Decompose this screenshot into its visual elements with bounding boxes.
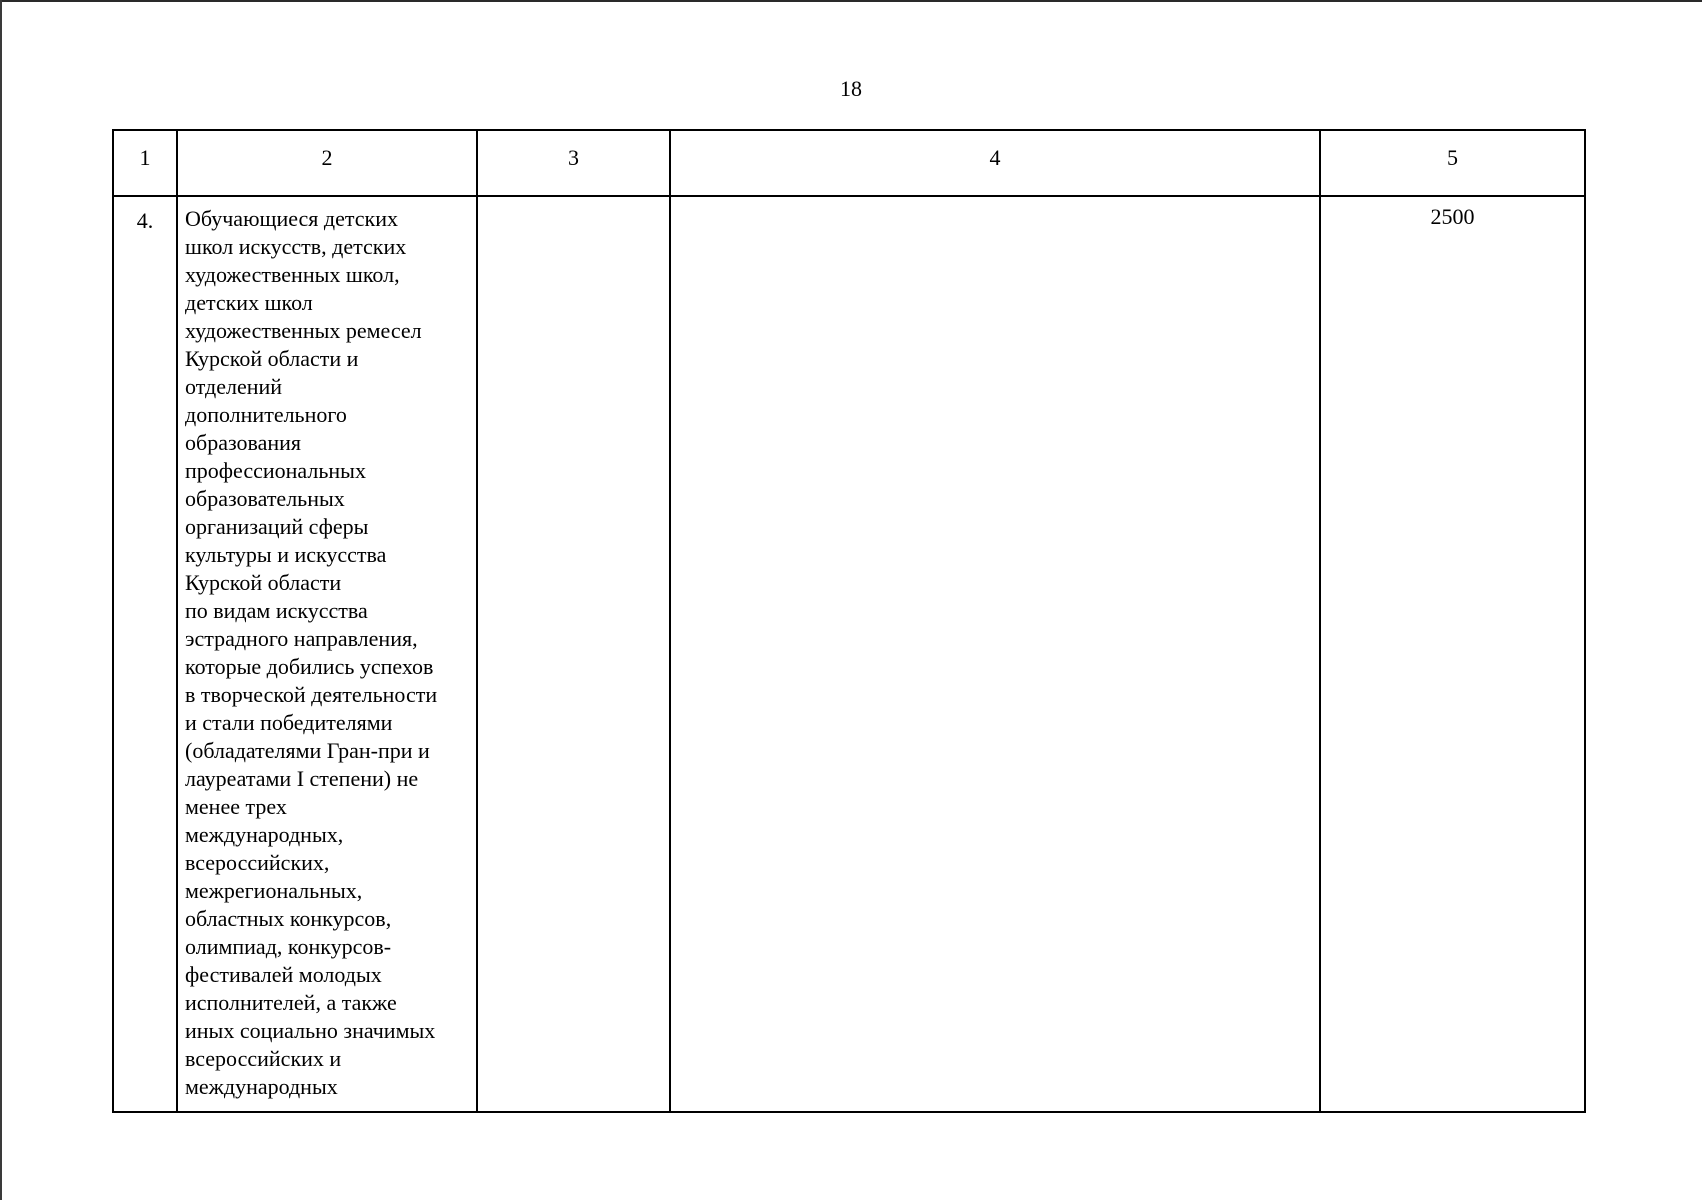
description-line: (обладателями Гран-при и bbox=[185, 738, 430, 763]
description-line: лауреатами I степени) не bbox=[185, 766, 419, 791]
table-header-cell: 5 bbox=[1320, 130, 1585, 196]
table-header-cell: 3 bbox=[477, 130, 670, 196]
table-header-row bbox=[113, 130, 1585, 196]
description-line: Курской области bbox=[185, 570, 342, 595]
description-line: олимпиад, конкурсов- bbox=[185, 934, 392, 959]
table-header-cell: 2 bbox=[177, 130, 477, 196]
table-header-cell: 4 bbox=[670, 130, 1320, 196]
description-line: Курской области и bbox=[185, 346, 359, 371]
description-line: исполнителей, а также bbox=[185, 990, 397, 1015]
description-line: менее трех bbox=[185, 794, 287, 819]
description-line: и стали победителями bbox=[185, 710, 393, 735]
description-line: образовательных bbox=[185, 486, 345, 511]
description-line: международных bbox=[185, 1074, 338, 1099]
description-line: профессиональных bbox=[185, 458, 366, 483]
description-line: школ искусств, детских bbox=[185, 234, 407, 259]
row-amount-cell: 2500 bbox=[1320, 196, 1585, 1112]
description-line: эстрадного направления, bbox=[185, 626, 418, 651]
description-line: отделений bbox=[185, 374, 283, 399]
description-line: дополнительного bbox=[185, 402, 347, 427]
page-number: 18 bbox=[840, 76, 862, 101]
description-line: культуры и искусства bbox=[185, 542, 387, 567]
description-line: иных социально значимых bbox=[185, 1018, 436, 1043]
row-col3-cell bbox=[477, 196, 670, 1112]
description-line: образования bbox=[185, 430, 302, 455]
scan-edge-left bbox=[0, 0, 2, 1200]
description-line: по видам искусства bbox=[185, 598, 368, 623]
description-line: фестивалей молодых bbox=[185, 962, 382, 987]
table-row bbox=[113, 196, 1585, 1112]
row-col4-cell bbox=[670, 196, 1320, 1112]
document-table bbox=[112, 129, 1586, 1113]
row-number-cell: 4. bbox=[113, 196, 177, 1112]
scan-edge-top bbox=[0, 0, 1702, 2]
description-line: международных, bbox=[185, 822, 344, 847]
description-line: в творческой деятельности bbox=[185, 682, 438, 707]
row-description-cell bbox=[177, 196, 477, 1112]
description-line: всероссийских, bbox=[185, 850, 330, 875]
table-header-cell: 1 bbox=[113, 130, 177, 196]
description-line: межрегиональных, bbox=[185, 878, 363, 903]
description-line: всероссийских и bbox=[185, 1046, 342, 1071]
description-line: которые добились успехов bbox=[185, 654, 434, 679]
description-line: художественных школ, bbox=[185, 262, 400, 287]
description-line: областных конкурсов, bbox=[185, 906, 392, 931]
description-line: детских школ bbox=[185, 290, 313, 315]
description-line: Обучающиеся детских bbox=[185, 206, 398, 231]
description-line: организаций сферы bbox=[185, 514, 369, 539]
description-line: художественных ремесел bbox=[185, 318, 422, 343]
